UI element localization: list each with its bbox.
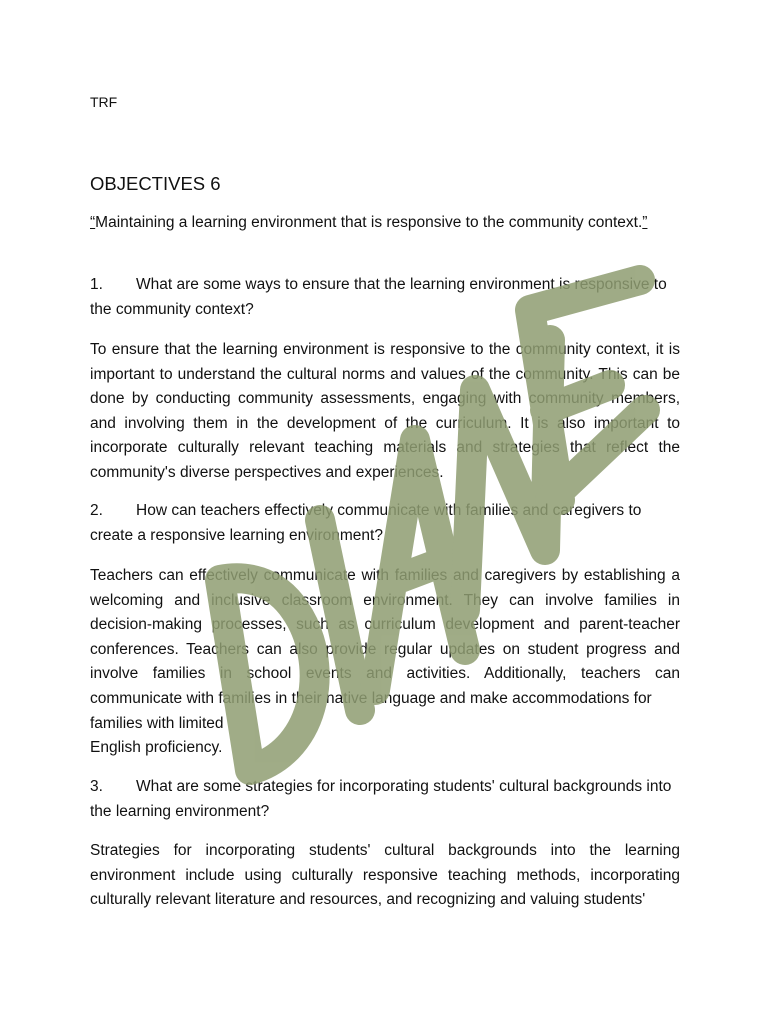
answer-3: Strategies for incorporating students' cultural backgrounds into the learning environment include using culturally responsive teaching methods, incorporating culturally relevant literature and resources, and recognizing and valuing students' — [90, 842, 680, 909]
question-1 — [90, 273, 680, 322]
document-header: TRF — [90, 94, 118, 110]
answer-text: Teachers can effectively communicate with families and caregivers by establishing a welcoming and inclusive classroom environment. They can involve families in decision-making processes, such as curriculum development and parent-teacher conferences. Teachers can also provide regular updates on student progress and involve families in school events and activities. Additionally, teachers can communicate with families in their native language and make accommodations for — [90, 567, 680, 707]
objectives-title: OBJECTIVES 6 — [90, 173, 221, 194]
answer-text-line: English proficiency. — [90, 739, 223, 757]
question-2 — [90, 499, 680, 548]
question-text: What are some ways to ensure that the learning environment is responsive to the community context? — [90, 276, 667, 318]
answer-text-line: families with limited — [90, 714, 224, 732]
question-text: What are some strategies for incorporating students' cultural backgrounds into the learning environment? — [90, 778, 672, 820]
document-page — [90, 0, 680, 1024]
open-quote-mark: “ — [90, 214, 96, 231]
objective-statement — [90, 211, 650, 236]
close-quote-mark: ” — [642, 214, 648, 231]
objective-text: Maintaining a learning environment that is responsive to the community context. — [95, 214, 643, 231]
question-text: How can teachers effectively communicate with families and caregivers to create a responsive learning environment? — [90, 502, 642, 544]
question-number: 1. — [90, 276, 103, 293]
question-number: 3. — [90, 778, 103, 795]
question-number: 2. — [90, 502, 103, 519]
question-3 — [90, 775, 680, 824]
answer-1: To ensure that the learning environment is responsive to the community context, it is important to understand the cultural norms and values of the community. This can be done by conducting community assessments, engaging with community members, and involving them in the development of the curriculum. It is also important to incorporate culturally relevant teaching materials and strategies that reflect the community's diverse perspectives and experiences. — [90, 341, 680, 481]
answer-2 — [90, 564, 680, 761]
